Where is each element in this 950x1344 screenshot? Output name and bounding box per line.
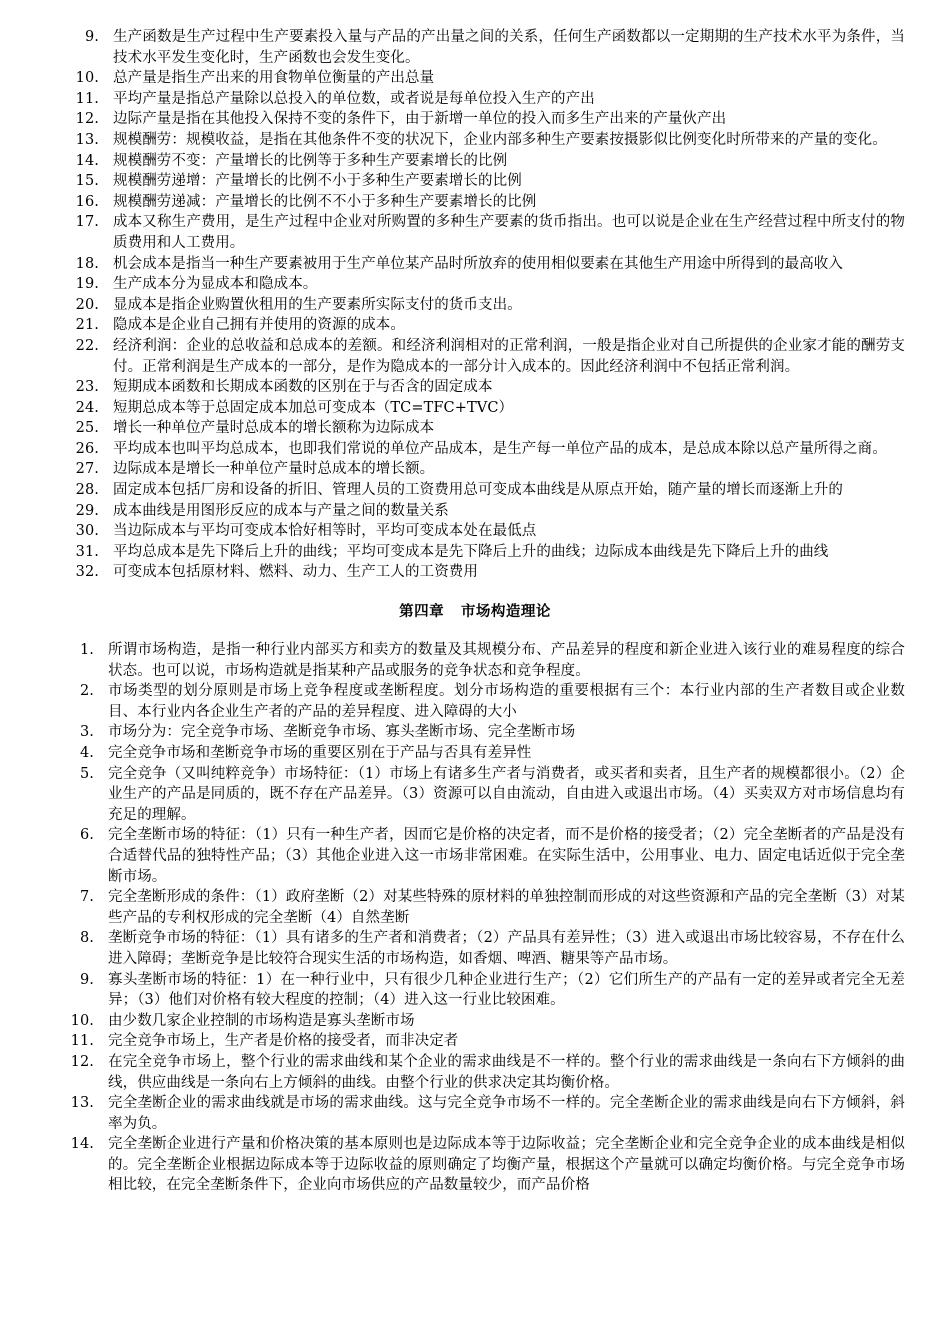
list-item (0, 377, 950, 398)
list-item (0, 1093, 950, 1134)
list-item-number: 4. (79, 745, 94, 761)
list-item (0, 1031, 950, 1052)
list-item (0, 418, 950, 439)
list-item-number: 17. (75, 214, 99, 231)
list-item-number: 11. (70, 1033, 94, 1050)
list-item-text: 当边际成本与平均可变成本恰好相等时，平均可变成本处在最低点 (113, 523, 537, 540)
list-item (0, 171, 950, 192)
list-item-text: 完全竞争市场上，生产者是价格的接受者，而非决定者 (108, 1033, 459, 1050)
list-item-text: 经济利润：企业的总收益和总成本的差额。和经济利润相对的正常利润，一般是指企业对自己所提供的企业家才能的酬劳支付。正常利润是生产成本的一部分，是作为隐成本的一部分计入成本的。因此经济利润中不包括正常利润。 (113, 337, 905, 375)
list-item (0, 928, 950, 969)
list-item-number: 12. (70, 1053, 94, 1070)
list-item (0, 743, 950, 764)
list-item (0, 542, 950, 563)
list-item (0, 274, 950, 295)
list-item-text: 所谓市场构造，是指一种行业内部买方和卖方的数量及其规模分布、产品差异的程度和新企业进入该行业的难易程度的综合状态。也可以说，市场构造就是指某种产品或服务的竞争状态和竞争程度。 (108, 642, 905, 679)
list-item-number: 29. (75, 502, 99, 519)
list-item (0, 970, 950, 1011)
list-item-number: 23. (75, 379, 99, 396)
list-item-text: 完全竞争市场和垄断竞争市场的重要区别在于产品与否具有差异性 (108, 745, 532, 761)
list-item-number: 15. (75, 173, 99, 190)
list-item-text: 寡头垄断市场的特征：1）在一种行业中，只有很少几种企业进行生产；（2）它们所生产的产品有一定的差异或者完全无差异；（3）他们对价格有较大程度的控制；（4）进入这一行业比较困难。 (108, 971, 905, 1009)
chapter-label: 第四章 (399, 603, 445, 621)
list-item-text: 规模酬劳递减：产量增长的比例不不小于多种生产要素增长的比例 (113, 193, 537, 210)
list-item (0, 459, 950, 480)
list-item-number: 10. (75, 70, 99, 87)
list-item-text: 平均成本也叫平均总成本，也即我们常说的单位产品成本，是生产每一单位产品的成本，是总成本除以总产量所得之商。 (113, 440, 887, 457)
list-item-number: 13. (75, 131, 99, 148)
list-item-number: 13. (70, 1095, 94, 1112)
list-item (0, 130, 950, 151)
list-item (0, 825, 950, 887)
list-item-text: 显成本是指企业购置伙租用的生产要素所实际支付的货币支出。 (113, 296, 522, 313)
list-item (0, 722, 950, 743)
list-item (0, 640, 950, 681)
list-item-text: 规模酬劳递增：产量增长的比例不小于多种生产要素增长的比例 (113, 173, 522, 190)
list-item (0, 480, 950, 501)
list-item-text: 完全垄断企业进行产量和价格决策的基本原则也是边际成本等于边际收益；完全垄断企业和完全竞争企业的成本曲线是相似的。完全垄断企业根据边际成本等于边际收益的原则确定了均衡产量，根据这个产量就可以确定均衡价格。与完全竞争市场相比较，在完全垄断条件下，企业向市场供应的产品数量较少，而产品价格 (108, 1136, 905, 1194)
list-item (0, 681, 950, 722)
list-item-number: 1. (79, 642, 94, 659)
list-item-number: 22. (75, 337, 99, 354)
list-item-number: 12. (75, 111, 99, 128)
list-item-number: 19. (75, 276, 99, 293)
list-item-text: 短期总成本等于总固定成本加总可变成本（TC=TFC+TVC） (113, 399, 514, 416)
list-item-text: 生产成本分为显成本和隐成本。 (113, 276, 318, 293)
list-item-text: 成本曲线是用图形反应的成本与产量之间的数量关系 (113, 502, 449, 519)
list-item-text: 完全垄断市场的特征：（1）只有一种生产者，因而它是价格的决定者，而不是价格的接受者；（2）完全垄断者的产品是没有合适替代品的独特性产品；（3）其他企业进入这一市场非常困难。在实际生活中，公用事业、电力、固定电话近似于完全垄断市场。 (108, 827, 905, 885)
list-item (0, 1134, 950, 1196)
chapter4-list (0, 640, 950, 1196)
list-item-text: 平均产量是指总产量除以总投入的单位数，或者说是每单位投入生产的产出 (113, 90, 595, 107)
list-item-text: 垄断竞争市场的特征：（1）具有诸多的生产者和消费者；（2）产品具有差异性；（3）进入或退出市场比较容易，不存在什么进入障碍；垄断竞争是比较符合现实生活的市场构造，如香烟、啤酒、糖果等产品市场。 (108, 930, 905, 967)
list-item-number: 9. (84, 29, 99, 45)
list-item-text: 平均总成本是先下降后上升的曲线；平均可变成本是先下降后上升的曲线；边际成本曲线是先下降后上升的曲线 (113, 543, 829, 560)
chapter-title: 市场构造理论 (460, 603, 551, 621)
list-item-text: 完全垄断形成的条件：（1）政府垄断（2）对某些特殊的原材料的单独控制而形成的对这些资源和产品的完全垄断（3）对某些产品的专利权形成的完全垄断（4）自然垄断 (108, 889, 905, 926)
list-item (0, 887, 950, 928)
list-item (0, 501, 950, 522)
list-item-text: 隐成本是企业自己拥有并使用的资源的成本。 (113, 317, 405, 334)
list-item-number: 21. (75, 317, 99, 334)
list-item (0, 27, 950, 68)
chapter3-list (0, 27, 950, 583)
list-item-number: 25. (75, 420, 99, 437)
list-item-text: 规模酬劳不变：产量增长的比例等于多种生产要素增长的比例 (113, 152, 508, 169)
list-item-text: 市场分为：完全竞争市场、垄断竞争市场、寡头垄断市场、完全垄断市场 (108, 724, 576, 741)
list-item-number: 20. (75, 296, 99, 313)
list-item (0, 764, 950, 826)
list-item (0, 521, 950, 542)
document-page (0, 27, 950, 1196)
list-item (0, 109, 950, 130)
list-item-text: 增长一种单位产量时总成本的增长额称为边际成本 (113, 420, 435, 437)
list-item-number: 9. (79, 971, 94, 988)
list-item-text: 完全竞争（又叫纯粹竞争）市场特征：（1）市场上有诸多生产者与消费者，或买者和卖者，且生产者的规模都很小。（2）企业生产的产品是同质的，既不存在产品差异。（3）资源可以自由流动，自由进入或退出市场。（4）买卖双方对市场信息均有充足的理解。 (108, 765, 905, 823)
list-item-text: 完全垄断企业的需求曲线就是市场的需求曲线。这与完全竞争市场不一样的。完全垄断企业的需求曲线是向右下方倾斜，斜率为负。 (108, 1095, 905, 1132)
list-item-text: 由少数几家企业控制的市场构造是寡头垄断市场 (108, 1012, 415, 1029)
list-item (0, 398, 950, 419)
list-item-text: 固定成本包括厂房和设备的折旧、管理人员的工资费用总可变成本曲线是从原点开始，随产量的增长而逐渐上升的 (113, 482, 843, 499)
list-item (0, 68, 950, 89)
list-item-number: 16. (75, 193, 99, 210)
list-item-text: 在完全竞争市场上，整个行业的需求曲线和某个企业的需求曲线是不一样的。整个行业的需求曲线是一条向右下方倾斜的曲线，供应曲线是一条向右上方倾斜的曲线。由整个行业的供求决定其均衡价格。 (108, 1053, 905, 1091)
list-item-number: 5. (79, 765, 94, 782)
list-item (0, 295, 950, 316)
list-item (0, 336, 950, 377)
list-item-text: 规模酬劳：规模收益，是指在其他条件不变的状况下，企业内部多种生产要素按摄影似比例变化时所带来的产量的变化。 (113, 131, 887, 148)
list-item (0, 254, 950, 275)
chapter-heading (0, 602, 950, 622)
list-item (0, 192, 950, 213)
list-item-text: 边际成本是增长一种单位产量时总成本的增长额。 (113, 461, 435, 478)
list-item-number: 14. (70, 1136, 94, 1153)
list-item-number: 3. (79, 724, 94, 741)
list-item (0, 562, 950, 583)
list-item-number: 26. (75, 440, 99, 457)
list-item (0, 315, 950, 336)
list-item-number: 6. (79, 827, 94, 844)
list-item-number: 27. (75, 461, 99, 478)
list-item (0, 89, 950, 110)
list-item (0, 439, 950, 460)
list-item-text: 可变成本包括原材料、燃料、动力、生产工人的工资费用 (113, 564, 478, 581)
list-item (0, 212, 950, 253)
list-item-text: 成本又称生产费用，是生产过程中企业对所购置的多种生产要素的货币指出。也可以说是企业在生产经营过程中所支付的物质费用和人工费用。 (113, 214, 905, 251)
list-item-number: 28. (75, 482, 99, 499)
list-item-text: 生产函数是生产过程中生产要素投入量与产品的产出量之间的关系，任何生产函数都以一定期期的生产技术水平为条件，当技术水平发生变化时，生产函数也会发生变化。 (113, 29, 905, 66)
list-item-number: 24. (75, 399, 99, 416)
list-item-number: 14. (75, 152, 99, 169)
list-item-text: 总产量是指生产出来的用食物单位衡量的产出总量 (113, 70, 435, 87)
list-item-number: 10. (70, 1012, 94, 1029)
list-item-text: 机会成本是指当一种生产要素被用于生产单位某产品时所放弃的使用相似要素在其他生产用途中所得到的最高收入 (113, 255, 843, 272)
list-item-number: 30. (75, 523, 99, 540)
list-item-number: 18. (75, 255, 99, 272)
list-item-text: 边际产量是指在其他投入保持不变的条件下，由于新增一单位的投入而多生产出来的产量伙产出 (113, 111, 727, 128)
list-item-text: 短期成本函数和长期成本函数的区别在于与否含的固定成本 (113, 379, 493, 396)
list-item-number: 7. (79, 889, 94, 906)
list-item-number: 11. (75, 90, 99, 107)
list-item (0, 151, 950, 172)
list-item (0, 1052, 950, 1093)
list-item-number: 8. (79, 930, 94, 947)
list-item-number: 2. (79, 683, 94, 700)
list-item (0, 1011, 950, 1032)
list-item-number: 31. (75, 543, 99, 560)
list-item-number: 32. (75, 564, 99, 581)
list-item-text: 市场类型的划分原则是市场上竞争程度或垄断程度。划分市场构造的重要根据有三个：本行业内部的生产者数目或企业数目、本行业内各企业生产者的产品的差异程度、进入障碍的大小 (108, 683, 905, 720)
